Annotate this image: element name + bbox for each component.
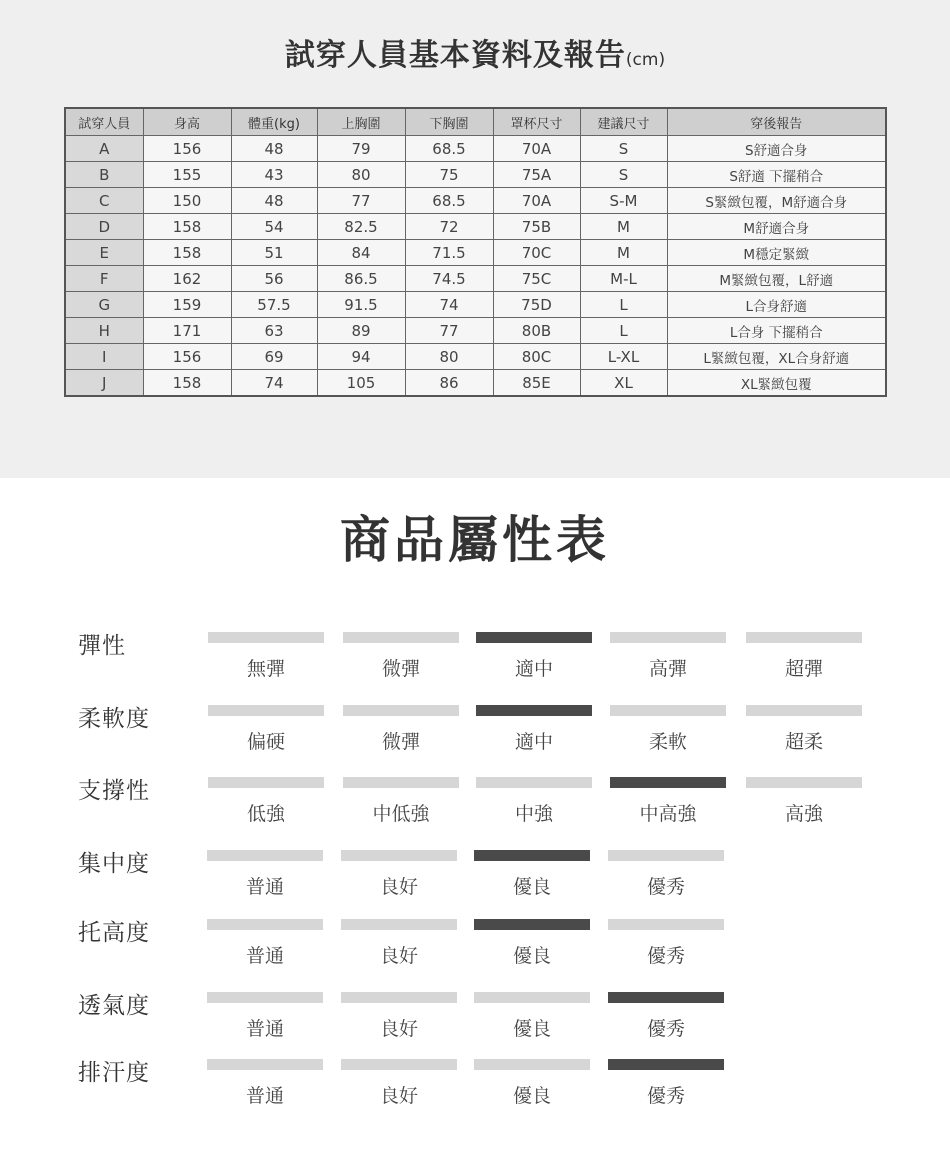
header-weight: 體重(kg) [231,108,317,136]
table-cell: J [65,370,143,397]
attribute-option [608,1059,724,1108]
level-bar [341,850,457,861]
option-label: 優良 [512,1018,551,1040]
table-cell: L [580,292,667,318]
attribute-option [343,632,459,681]
table-row [65,370,886,397]
level-bar [341,919,457,930]
table-cell: 51 [231,240,317,266]
option-label: 偏硬 [246,731,285,753]
table-cell: G [65,292,143,318]
attribute-option [476,705,592,754]
attribute-option [476,777,592,826]
table-cell: 79 [317,136,405,162]
option-label: 無彈 [246,658,285,680]
option-label: 良好 [379,876,418,898]
table-cell: B [65,162,143,188]
table-cell: I [65,344,143,370]
level-bar [610,632,726,643]
option-label: 良好 [379,945,418,967]
attribute-option [341,919,457,968]
attribute-option [207,992,323,1041]
attribute-option [746,705,862,754]
option-label: 高強 [784,803,823,825]
table-cell: E [65,240,143,266]
table-cell: S [580,136,667,162]
table-cell: 54 [231,214,317,240]
table-row [65,318,886,344]
option-label: 超彈 [784,658,823,680]
attribute-label: 柔軟度 [78,706,150,732]
table-row [65,240,886,266]
option-label: 微彈 [381,658,420,680]
option-label: 普通 [245,1018,284,1040]
header-upper-bust: 上胸圍 [317,108,405,136]
level-bar [341,992,457,1003]
attribute-option [207,850,323,899]
table-cell: 94 [317,344,405,370]
table-cell: 155 [143,162,231,188]
table-cell: 71.5 [405,240,493,266]
attribute-label: 托高度 [78,920,150,946]
attribute-option [341,992,457,1041]
table-cell: F [65,266,143,292]
attribute-row [0,914,950,974]
table-cell: S [580,162,667,188]
level-bar [343,777,459,788]
report-unit: (cm) [625,50,666,70]
table-row [65,188,886,214]
table-cell: 63 [231,318,317,344]
attribute-option [476,632,592,681]
option-label: 普通 [245,876,284,898]
option-label: 中強 [514,803,553,825]
fitting-report-section [0,0,950,478]
header-cup-size: 罩杯尺寸 [493,108,580,136]
table-cell: 43 [231,162,317,188]
table-cell: S舒適合身 [667,136,886,162]
level-bar [476,777,592,788]
fitting-table [64,107,887,397]
attribute-option [610,777,726,826]
table-cell: L [580,318,667,344]
level-bar-selected [476,705,592,716]
table-cell: 69 [231,344,317,370]
attribute-row [0,700,950,760]
table-header-row [65,108,886,136]
attribute-option [474,850,590,899]
header-height: 身高 [143,108,231,136]
level-bar [746,632,862,643]
level-bar-selected [474,850,590,861]
attribute-label: 透氣度 [78,993,150,1019]
option-label: 優秀 [646,1018,685,1040]
level-bar [746,777,862,788]
option-label: 優秀 [646,876,685,898]
table-cell: M緊緻包覆，L舒適 [667,266,886,292]
table-cell: 74.5 [405,266,493,292]
attribute-option [208,777,324,826]
table-cell: 150 [143,188,231,214]
table-cell: 70A [493,136,580,162]
table-cell: 86 [405,370,493,397]
table-cell: L合身 下擺稍合 [667,318,886,344]
option-label: 優秀 [646,945,685,967]
attribute-option [341,1059,457,1108]
header-tester: 試穿人員 [65,108,143,136]
attribute-label: 彈性 [78,633,126,659]
table-cell: 156 [143,136,231,162]
level-bar [343,632,459,643]
option-label: 適中 [514,731,553,753]
table-row [65,136,886,162]
level-bar-selected [610,777,726,788]
attribute-option [343,705,459,754]
attribute-option [746,777,862,826]
attribute-option [608,919,724,968]
attribute-option [610,632,726,681]
table-cell: A [65,136,143,162]
attribute-row [0,987,950,1047]
table-cell: M舒適合身 [667,214,886,240]
attribute-row [0,845,950,905]
option-label: 柔軟 [648,731,687,753]
level-bar-selected [476,632,592,643]
report-title-text: 試穿人員基本資料及報告 [284,38,626,73]
table-cell: L-XL [580,344,667,370]
table-cell: 158 [143,240,231,266]
attribute-option [343,777,459,826]
attribute-option [341,850,457,899]
option-label: 普通 [245,1085,284,1107]
option-label: 普通 [245,945,284,967]
table-cell: 77 [317,188,405,214]
attribute-row [0,772,950,832]
table-cell: 86.5 [317,266,405,292]
table-cell: 75 [405,162,493,188]
option-label: 優良 [512,1085,551,1107]
level-bar [608,850,724,861]
attribute-label: 排汗度 [78,1060,150,1086]
header-under-bust: 下胸圍 [405,108,493,136]
table-cell: M-L [580,266,667,292]
table-cell: 68.5 [405,136,493,162]
option-label: 優秀 [646,1085,685,1107]
table-cell: S緊緻包覆，M舒適合身 [667,188,886,214]
attribute-option [207,919,323,968]
table-cell: 85E [493,370,580,397]
table-row [65,344,886,370]
table-cell: M [580,240,667,266]
attribute-label: 支撐性 [78,778,150,804]
attribute-option [207,1059,323,1108]
option-label: 微彈 [381,731,420,753]
table-cell: XL [580,370,667,397]
option-label: 中高強 [639,803,697,825]
table-cell: 75D [493,292,580,318]
table-cell: H [65,318,143,344]
table-cell: 158 [143,370,231,397]
level-bar [207,919,323,930]
level-bar [608,919,724,930]
level-bar [207,992,323,1003]
table-cell: 91.5 [317,292,405,318]
attribute-option [608,850,724,899]
level-bar [208,777,324,788]
attribute-option [474,1059,590,1108]
attribute-option [208,705,324,754]
table-row [65,214,886,240]
option-label: 良好 [379,1018,418,1040]
table-cell: 75A [493,162,580,188]
level-bar [474,1059,590,1070]
attribute-option [474,919,590,968]
option-label: 良好 [379,1085,418,1107]
level-bar [474,992,590,1003]
table-cell: 75C [493,266,580,292]
table-cell: 80C [493,344,580,370]
header-suggested-size: 建議尺寸 [580,108,667,136]
table-cell: 105 [317,370,405,397]
table-cell: 74 [231,370,317,397]
table-cell: 89 [317,318,405,344]
table-cell: L緊緻包覆，XL合身舒適 [667,344,886,370]
table-cell: XL緊緻包覆 [667,370,886,397]
table-cell: 162 [143,266,231,292]
table-row [65,292,886,318]
table-cell: 48 [231,136,317,162]
attribute-option [474,992,590,1041]
attribute-option [746,632,862,681]
header-fit-report: 穿後報告 [667,108,886,136]
attribute-option [208,632,324,681]
table-cell: 156 [143,344,231,370]
table-cell: C [65,188,143,214]
level-bar [207,1059,323,1070]
option-label: 高彈 [648,658,687,680]
attribute-option [610,705,726,754]
level-bar-selected [474,919,590,930]
option-label: 優良 [512,876,551,898]
table-cell: 80 [317,162,405,188]
table-cell: 77 [405,318,493,344]
level-bar [207,850,323,861]
table-cell: 70A [493,188,580,214]
level-bar [208,705,324,716]
table-cell: M穩定緊緻 [667,240,886,266]
table-cell: S舒適 下擺稍合 [667,162,886,188]
table-cell: D [65,214,143,240]
table-cell: 75B [493,214,580,240]
table-cell: 56 [231,266,317,292]
table-cell: L合身舒適 [667,292,886,318]
table-cell: 70C [493,240,580,266]
option-label: 適中 [514,658,553,680]
attributes-title: 商品屬性表 [340,511,610,569]
table-row [65,266,886,292]
report-title [0,30,950,74]
option-label: 低強 [246,803,285,825]
option-label: 中低強 [372,803,430,825]
table-cell: 74 [405,292,493,318]
attribute-option [608,992,724,1041]
table-cell: 80 [405,344,493,370]
table-cell: 80B [493,318,580,344]
level-bar [341,1059,457,1070]
table-cell: 72 [405,214,493,240]
attribute-row [0,627,950,687]
attribute-row [0,1054,950,1114]
table-cell: 159 [143,292,231,318]
table-cell: 57.5 [231,292,317,318]
option-label: 超柔 [784,731,823,753]
level-bar [208,632,324,643]
option-label: 優良 [512,945,551,967]
table-cell: 48 [231,188,317,214]
level-bar [746,705,862,716]
level-bar-selected [608,1059,724,1070]
table-cell: 68.5 [405,188,493,214]
table-cell: 171 [143,318,231,344]
level-bar-selected [608,992,724,1003]
level-bar [610,705,726,716]
table-cell: 84 [317,240,405,266]
table-cell: M [580,214,667,240]
table-row [65,162,886,188]
level-bar [343,705,459,716]
table-cell: 82.5 [317,214,405,240]
attribute-label: 集中度 [78,851,150,877]
table-cell: 158 [143,214,231,240]
table-cell: S-M [580,188,667,214]
